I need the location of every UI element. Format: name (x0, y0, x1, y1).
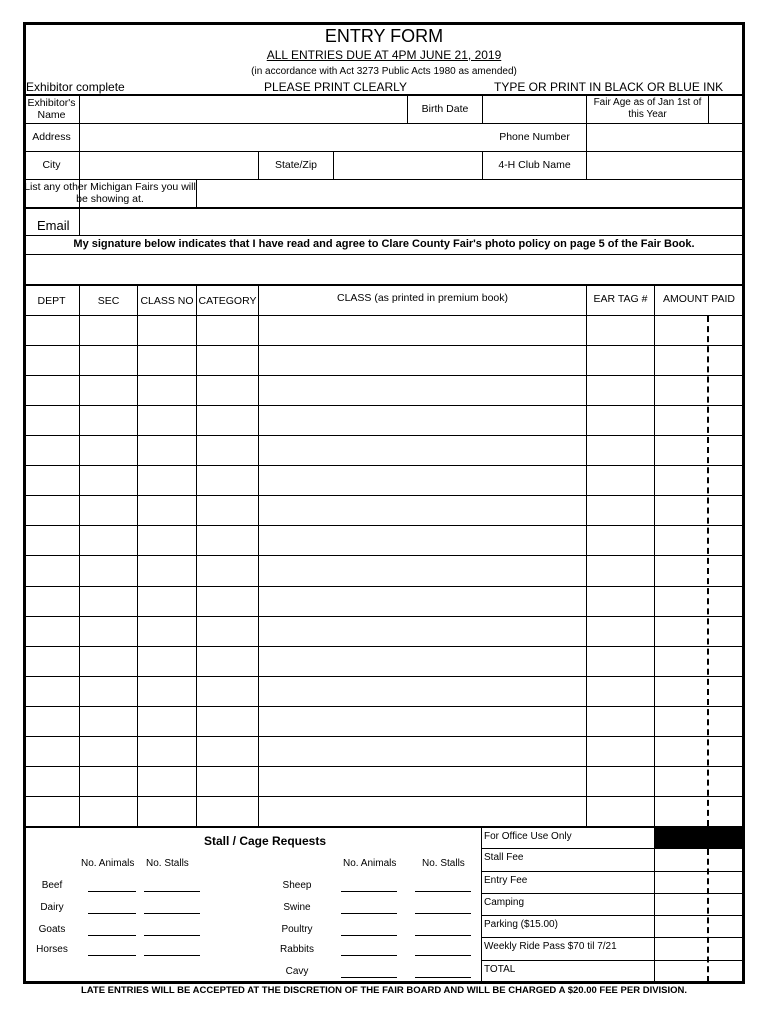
entry-class-cell[interactable] (259, 737, 586, 765)
entry-amount-paid-cell[interactable] (655, 797, 743, 825)
entry-ear-tag-cell[interactable] (587, 707, 654, 735)
entry-class-no-cell[interactable] (138, 406, 196, 434)
entry-category-cell[interactable] (197, 587, 258, 615)
entry-ear-tag-cell[interactable] (587, 797, 654, 825)
entry-class-no-cell[interactable] (138, 436, 196, 464)
entry-class-cell[interactable] (259, 647, 586, 675)
entry-dept-cell[interactable] (24, 677, 79, 705)
office-amount-cell[interactable] (655, 894, 743, 914)
entry-sec-cell[interactable] (80, 346, 137, 374)
entry-class-cell[interactable] (259, 436, 586, 464)
phone-input[interactable] (587, 124, 743, 151)
entry-sec-cell[interactable] (80, 406, 137, 434)
stall-animals-blank[interactable] (341, 913, 397, 914)
entry-ear-tag-cell[interactable] (587, 767, 654, 795)
entry-amount-paid-cell[interactable] (655, 647, 743, 675)
entry-class-cell[interactable] (259, 406, 586, 434)
entry-dept-cell[interactable] (24, 496, 79, 524)
city-label: City (42, 159, 61, 171)
entry-dept-cell[interactable] (24, 316, 79, 344)
entry-class-cell[interactable] (259, 767, 586, 795)
fair-age-label: Fair Age as of Jan 1st of this Year (593, 97, 702, 120)
club-input[interactable] (587, 152, 743, 179)
phone-label: Phone Number (499, 131, 570, 143)
entry-dept-cell[interactable] (24, 707, 79, 735)
entry-dept-cell[interactable] (24, 617, 79, 645)
entry-sec-cell[interactable] (80, 647, 137, 675)
stall-animals-blank[interactable] (88, 935, 136, 936)
col-amount-paid: AMOUNT PAID (663, 293, 735, 305)
office-item-label: Stall Fee (484, 852, 524, 863)
stall-animal-label: Sheep (282, 880, 312, 891)
entry-sec-cell[interactable] (80, 797, 137, 825)
birth-date-label: Birth Date (421, 103, 469, 115)
form-title: ENTRY FORM (324, 26, 444, 46)
entry-sec-cell[interactable] (80, 767, 137, 795)
entry-ear-tag-cell[interactable] (587, 737, 654, 765)
other-fairs-input[interactable] (197, 180, 743, 207)
entry-dept-cell[interactable] (24, 797, 79, 825)
entry-class-cell[interactable] (259, 316, 586, 344)
stall-animal-label: Dairy (40, 902, 64, 913)
office-amount-cell[interactable] (655, 849, 743, 869)
stall-stalls-blank[interactable] (144, 913, 200, 914)
entry-class-cell[interactable] (259, 526, 586, 554)
entry-category-cell[interactable] (197, 466, 258, 494)
name-label: Exhibitor's Name (27, 97, 76, 121)
entry-category-cell[interactable] (197, 647, 258, 675)
entry-ear-tag-cell[interactable] (587, 496, 654, 524)
entry-category-cell[interactable] (197, 496, 258, 524)
stall-animal-label: Horses (36, 944, 68, 955)
entry-class-cell[interactable] (259, 617, 586, 645)
stall-animal-label: Beef (41, 880, 63, 891)
entry-class-no-cell[interactable] (138, 767, 196, 795)
city-input[interactable] (80, 152, 257, 179)
entry-category-cell[interactable] (197, 617, 258, 645)
entry-amount-paid-cell[interactable] (655, 617, 743, 645)
stall-stalls-blank[interactable] (415, 955, 471, 956)
entry-amount-paid-cell[interactable] (655, 767, 743, 795)
stall-stalls-blank[interactable] (415, 977, 471, 978)
entry-sec-cell[interactable] (80, 707, 137, 735)
office-item-label: Parking ($15.00) (484, 919, 558, 930)
entry-ear-tag-cell[interactable] (587, 346, 654, 374)
entry-category-cell[interactable] (197, 406, 258, 434)
entry-dept-cell[interactable] (24, 767, 79, 795)
entry-class-no-cell[interactable] (138, 677, 196, 705)
entry-dept-cell[interactable] (24, 647, 79, 675)
entry-class-cell[interactable] (259, 346, 586, 374)
entry-class-cell[interactable] (259, 556, 586, 584)
stall-animals-blank[interactable] (341, 977, 397, 978)
entry-category-cell[interactable] (197, 707, 258, 735)
entry-dept-cell[interactable] (24, 436, 79, 464)
entry-ear-tag-cell[interactable] (587, 316, 654, 344)
office-amount-cell[interactable] (655, 961, 743, 981)
entry-dept-cell[interactable] (24, 406, 79, 434)
entry-category-cell[interactable] (197, 737, 258, 765)
entry-class-cell[interactable] (259, 466, 586, 494)
office-black-box (655, 827, 743, 848)
entry-ear-tag-cell[interactable] (587, 587, 654, 615)
entry-class-no-cell[interactable] (138, 647, 196, 675)
entry-ear-tag-cell[interactable] (587, 677, 654, 705)
ink-instruction: TYPE OR PRINT IN BLACK OR BLUE INK (494, 80, 724, 94)
entry-dept-cell[interactable] (24, 587, 79, 615)
right-no-stalls: No. Stalls (422, 858, 465, 869)
fair-age-input[interactable] (709, 95, 743, 123)
office-amount-cell[interactable] (655, 916, 743, 936)
entry-class-cell[interactable] (259, 376, 586, 404)
entry-amount-paid-cell[interactable] (655, 436, 743, 464)
office-amount-cell[interactable] (655, 872, 743, 892)
entry-class-no-cell[interactable] (138, 526, 196, 554)
stall-title: Stall / Cage Requests (203, 834, 327, 848)
entry-ear-tag-cell[interactable] (587, 436, 654, 464)
entry-class-no-cell[interactable] (138, 346, 196, 374)
entry-dept-cell[interactable] (24, 556, 79, 584)
office-item-label: TOTAL (484, 964, 516, 975)
entry-amount-paid-cell[interactable] (655, 737, 743, 765)
stall-stalls-blank[interactable] (144, 955, 200, 956)
col-dept: DEPT (37, 295, 66, 307)
entry-amount-paid-cell[interactable] (655, 526, 743, 554)
entry-ear-tag-cell[interactable] (587, 406, 654, 434)
entry-amount-paid-cell[interactable] (655, 316, 743, 344)
entry-sec-cell[interactable] (80, 556, 137, 584)
state-zip-label: State/Zip (274, 159, 318, 171)
office-item-label: Entry Fee (484, 875, 528, 886)
office-amount-cell[interactable] (655, 938, 743, 958)
office-item-label: Camping (484, 897, 525, 908)
entry-category-cell[interactable] (197, 316, 258, 344)
entry-category-cell[interactable] (197, 376, 258, 404)
print-clearly: PLEASE PRINT CLEARLY (264, 80, 407, 94)
entry-class-cell[interactable] (259, 587, 586, 615)
office-title: For Office Use Only (484, 831, 572, 842)
address-label: Address (32, 131, 71, 143)
other-fairs-label: List any other Michigan Fairs you will be showing at. (24, 181, 196, 205)
entry-dept-cell[interactable] (24, 737, 79, 765)
entry-ear-tag-cell[interactable] (587, 647, 654, 675)
state-zip-input[interactable] (334, 152, 482, 179)
stall-stalls-blank[interactable] (415, 891, 471, 892)
stall-stalls-blank[interactable] (415, 913, 471, 914)
email-input[interactable] (80, 208, 743, 235)
stall-animals-blank[interactable] (341, 935, 397, 936)
email-label: Email (37, 218, 70, 233)
club-label: 4-H Club Name (498, 159, 571, 171)
entry-class-no-cell[interactable] (138, 556, 196, 584)
entry-ear-tag-cell[interactable] (587, 526, 654, 554)
entry-dept-cell[interactable] (24, 526, 79, 554)
stall-animals-blank[interactable] (88, 913, 136, 914)
accordance-note: (in accordance with Act 3273 Public Acts 1980 as amended) (251, 66, 517, 77)
due-date: ALL ENTRIES DUE AT 4PM JUNE 21, 2019 (266, 48, 502, 62)
exhibitor-complete: Exhibitor complete (26, 80, 125, 94)
entry-class-no-cell[interactable] (138, 466, 196, 494)
stall-animals-blank[interactable] (88, 955, 136, 956)
entry-sec-cell[interactable] (80, 677, 137, 705)
col-class: CLASS (as printed in premium book) (337, 292, 508, 304)
entry-dept-cell[interactable] (24, 346, 79, 374)
stall-stalls-blank[interactable] (415, 935, 471, 936)
right-no-animals: No. Animals (343, 858, 397, 869)
entry-amount-paid-cell[interactable] (655, 346, 743, 374)
entry-class-no-cell[interactable] (138, 496, 196, 524)
entry-ear-tag-cell[interactable] (587, 617, 654, 645)
entry-sec-cell[interactable] (80, 466, 137, 494)
stall-stalls-blank[interactable] (144, 891, 200, 892)
col-ear-tag: EAR TAG # (593, 293, 648, 305)
entry-class-cell[interactable] (259, 677, 586, 705)
entry-category-cell[interactable] (197, 767, 258, 795)
signature-note: My signature below indicates that I have read and agree to Clare County Fair's photo policy on page 5 of the Fair Book. (73, 238, 695, 250)
entry-class-no-cell[interactable] (138, 587, 196, 615)
entry-amount-paid-cell[interactable] (655, 496, 743, 524)
stall-animal-label: Poultry (281, 924, 313, 935)
entry-sec-cell[interactable] (80, 436, 137, 464)
entry-sec-cell[interactable] (80, 617, 137, 645)
stall-stalls-blank[interactable] (144, 935, 200, 936)
left-no-animals: No. Animals (81, 858, 135, 869)
entry-amount-paid-cell[interactable] (655, 556, 743, 584)
stall-animals-blank[interactable] (341, 891, 397, 892)
col-sec: SEC (97, 295, 120, 307)
entry-ear-tag-cell[interactable] (587, 556, 654, 584)
entry-sec-cell[interactable] (80, 737, 137, 765)
entry-category-cell[interactable] (197, 436, 258, 464)
entry-amount-paid-cell[interactable] (655, 707, 743, 735)
entry-amount-paid-cell[interactable] (655, 406, 743, 434)
signature-input[interactable] (25, 255, 743, 284)
entry-sec-cell[interactable] (80, 376, 137, 404)
entry-sec-cell[interactable] (80, 496, 137, 524)
entry-sec-cell[interactable] (80, 316, 137, 344)
entry-amount-paid-cell[interactable] (655, 466, 743, 494)
name-input[interactable] (80, 95, 406, 123)
stall-animal-label: Swine (283, 902, 311, 913)
entry-amount-paid-cell[interactable] (655, 677, 743, 705)
entry-category-cell[interactable] (197, 677, 258, 705)
col-category: CATEGORY (198, 295, 257, 307)
entry-ear-tag-cell[interactable] (587, 466, 654, 494)
entry-class-no-cell[interactable] (138, 376, 196, 404)
entry-category-cell[interactable] (197, 556, 258, 584)
entry-sec-cell[interactable] (80, 587, 137, 615)
entry-class-cell[interactable] (259, 707, 586, 735)
stall-animal-label: Cavy (285, 966, 309, 977)
stall-animal-label: Rabbits (280, 944, 314, 955)
entry-category-cell[interactable] (197, 346, 258, 374)
entry-ear-tag-cell[interactable] (587, 376, 654, 404)
footer-note: LATE ENTRIES WILL BE ACCEPTED AT THE DISCRETION OF THE FAIR BOARD AND WILL BE CHARGED A $20.00 FEE PER DIVISION. (80, 985, 688, 996)
entry-class-cell[interactable] (259, 797, 586, 825)
entry-amount-paid-cell[interactable] (655, 376, 743, 404)
entry-class-cell[interactable] (259, 496, 586, 524)
entry-category-cell[interactable] (197, 797, 258, 825)
entry-class-no-cell[interactable] (138, 617, 196, 645)
stall-animal-label: Goats (38, 924, 66, 935)
entry-class-no-cell[interactable] (138, 797, 196, 825)
left-no-stalls: No. Stalls (146, 858, 189, 869)
entry-category-cell[interactable] (197, 526, 258, 554)
entry-sec-cell[interactable] (80, 526, 137, 554)
office-item-label: Weekly Ride Pass $70 til 7/21 (484, 941, 617, 952)
entry-class-no-cell[interactable] (138, 316, 196, 344)
birth-date-input[interactable] (483, 95, 585, 123)
entry-dept-cell[interactable] (24, 376, 79, 404)
entry-class-no-cell[interactable] (138, 707, 196, 735)
col-class-no: CLASS NO (140, 295, 194, 307)
stall-animals-blank[interactable] (341, 955, 397, 956)
entry-class-no-cell[interactable] (138, 737, 196, 765)
entry-amount-paid-cell[interactable] (655, 587, 743, 615)
stall-animals-blank[interactable] (88, 891, 136, 892)
entry-dept-cell[interactable] (24, 466, 79, 494)
